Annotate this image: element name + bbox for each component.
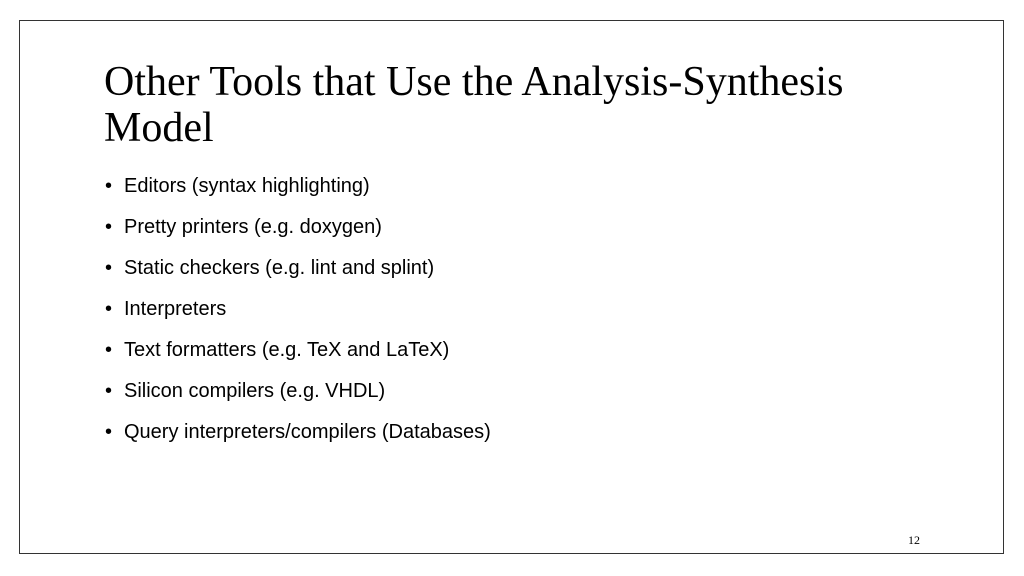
bullet-text: Silicon compilers (e.g. VHDL) xyxy=(124,380,386,402)
bullet-item xyxy=(105,338,491,379)
bullet-list xyxy=(105,174,491,461)
bullet-icon: • xyxy=(105,175,113,197)
bullet-icon: • xyxy=(105,380,113,402)
slide xyxy=(19,20,1004,554)
bullet-text: Text formatters (e.g. TeX and LaTeX) xyxy=(124,339,450,361)
bullet-item xyxy=(105,174,491,215)
bullet-text: Static checkers (e.g. lint and splint) xyxy=(124,257,435,279)
bullet-item xyxy=(105,256,491,297)
bullet-text: Interpreters xyxy=(124,298,227,320)
bullet-icon: • xyxy=(105,257,113,279)
slide-title: Other Tools that Use the Analysis-Synthesis Model xyxy=(104,59,844,151)
bullet-icon: • xyxy=(105,421,113,443)
bullet-item xyxy=(105,420,491,461)
bullet-text: Pretty printers (e.g. doxygen) xyxy=(124,216,382,238)
bullet-icon: • xyxy=(105,216,113,238)
bullet-item xyxy=(105,297,491,338)
bullet-text: Query interpreters/compilers (Databases) xyxy=(124,421,491,443)
bullet-icon: • xyxy=(105,298,113,320)
bullet-text: Editors (syntax highlighting) xyxy=(124,175,370,197)
page-number: 12 xyxy=(908,533,920,547)
bullet-item xyxy=(105,215,491,256)
bullet-item xyxy=(105,379,491,420)
bullet-icon: • xyxy=(105,339,113,361)
